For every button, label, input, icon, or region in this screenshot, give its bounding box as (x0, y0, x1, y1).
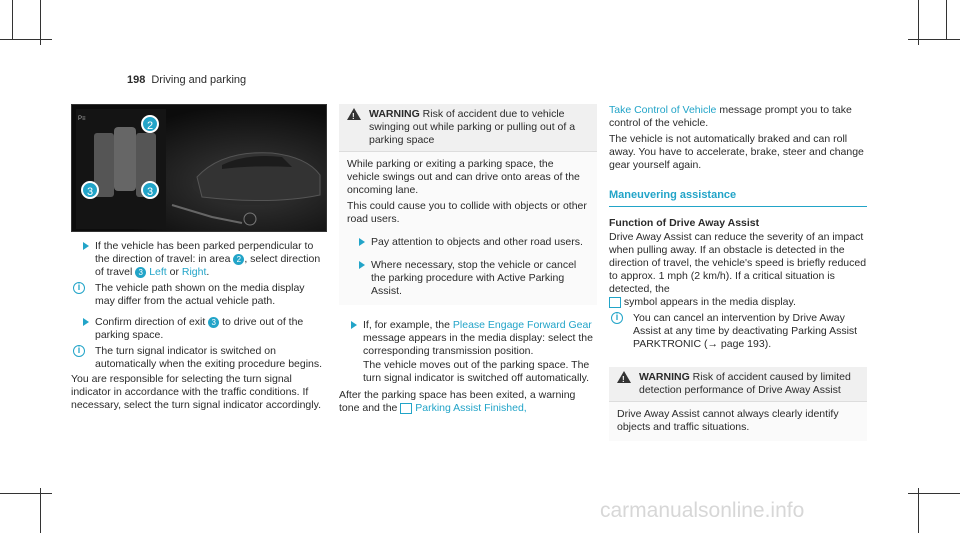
paragraph-after-exit (339, 389, 597, 415)
warning-label: WARNING (639, 371, 690, 383)
column-3 (609, 104, 867, 441)
arrow-icon: → (707, 338, 718, 350)
text: message appears in the media display: select the corresponding transmission position. (363, 332, 593, 357)
crop-mark (40, 488, 41, 533)
warning-title: Risk of accident caused by limited detection performance of Drive Away Assist (639, 371, 851, 396)
warning-bullet: Where necessary, stop the vehicle or cancel the parking procedure with Active Parking Assist. (347, 259, 589, 298)
warning-icon (617, 371, 631, 383)
text: message prompt you to take control of the vehicle. (609, 104, 852, 129)
watermark: carmanualsonline.info (600, 499, 805, 522)
text: , select direction of travel (95, 253, 321, 278)
crop-mark (908, 39, 960, 40)
info-icon: i (611, 312, 623, 324)
message-engage-gear: Please Engage Forward Gear (452, 319, 592, 331)
crop-mark (946, 0, 947, 40)
text: or (166, 266, 182, 278)
info-icon: i (73, 282, 85, 294)
column-2 (339, 104, 597, 416)
warning-body (609, 401, 867, 441)
right-option: Right (181, 266, 207, 278)
warning-body (339, 151, 597, 305)
left-option: Left (149, 266, 167, 278)
text: The vehicle path shown on the media display may differ from the actual vehicle path. (95, 282, 305, 307)
text: Confirm direction of exit (95, 316, 209, 328)
page-number: 198 (127, 74, 146, 86)
paragraph-take-control (609, 104, 867, 130)
warning-box (339, 104, 597, 305)
column-1 (71, 240, 327, 413)
warning-box-2 (609, 367, 867, 441)
callout-3-right: 3 (141, 181, 159, 199)
paragraph-not-braked: The vehicle is not automatically braked and can roll away. You have to accelerate, brake, steer and change gear yourself again. (609, 133, 864, 171)
text: If, for example, the (363, 319, 453, 331)
callout-3-left: 3 (81, 181, 99, 199)
warning-label: WARNING (369, 108, 420, 120)
num-badge: 3 (208, 317, 219, 328)
function-description (609, 231, 867, 309)
warning-title: Risk of accident due to vehicle swinging out while parking or pulling out of a parking space (369, 108, 576, 146)
text: . (206, 266, 210, 278)
function-title: Function of Drive Away Assist (609, 217, 760, 229)
parking-figure (71, 104, 327, 232)
text: Drive Away Assist can reduce the severity of an impact when pulling away. If an obstacle is detected in the direction of travel, the vehicle's speed is briefly reduced to approx. 1 mph (2 km/h). If a critical situation is detected, the (609, 231, 867, 295)
page-header (127, 74, 246, 87)
num-badge: 2 (233, 254, 244, 265)
warning-header (609, 367, 867, 401)
screen-label: P≡ (78, 116, 86, 122)
section-heading: Maneuvering assistance (609, 189, 867, 207)
callout-2: 2 (141, 115, 159, 133)
text: If the vehicle has been parked perpendicular to the direction of travel: in area (95, 240, 314, 265)
message-take-control: Take Control of Vehicle (609, 104, 717, 116)
warning-header (339, 104, 597, 151)
info-icon: i (73, 345, 85, 357)
num-badge: 3 (135, 267, 146, 278)
warning-text: While parking or exiting a parking space, the vehicle swings out and can drive onto areas of the oncoming lane. (347, 158, 580, 196)
text: page 193). (717, 338, 772, 350)
warning-text: This could cause you to collide with objects or other road users. (347, 200, 587, 225)
parking-illustration (72, 105, 327, 232)
section-title: Driving and parking (151, 74, 247, 86)
crop-mark (918, 488, 919, 533)
paragraph-responsibility: You are responsible for selecting the turn signal indicator in accordance with the traffic conditions. If necessary, select the turn signal indicator accordingly. (71, 373, 321, 411)
paragraph-vehicle-moves: The vehicle moves out of the parking space. The turn signal indicator is switched off automatically. (363, 359, 590, 384)
warning-icon (347, 108, 361, 120)
message-parking-finished: Parking Assist Finished, (415, 402, 527, 414)
text: symbol appears in the media display. (621, 296, 796, 308)
note-cancel (609, 312, 867, 351)
crop-mark (0, 39, 52, 40)
bullet-select-direction (71, 240, 327, 279)
warning-bullet: Pay attention to objects and other road users. (347, 236, 589, 249)
bullet-engage-gear (339, 319, 597, 358)
crop-mark (908, 493, 960, 494)
warning-text: Drive Away Assist cannot always clearly identify objects and traffic situations. (617, 408, 839, 433)
note-vehicle-path (71, 282, 327, 308)
crop-mark (12, 0, 13, 40)
crop-mark (0, 493, 52, 494)
drive-away-icon (609, 297, 621, 308)
bullet-confirm-exit (71, 316, 327, 342)
parking-assist-icon (400, 403, 412, 414)
note-turn-signal (71, 345, 327, 371)
text: You can cancel an intervention by Drive Away Assist at any time by deactivating Parking Assist PARKTRONIC ( (633, 312, 858, 350)
text: The turn signal indicator is switched on automatically when the exiting procedure begins. (95, 345, 323, 370)
text: After the parking space has been exited, a warning tone and the (339, 389, 576, 414)
text: to drive out of the parking space. (95, 316, 304, 341)
